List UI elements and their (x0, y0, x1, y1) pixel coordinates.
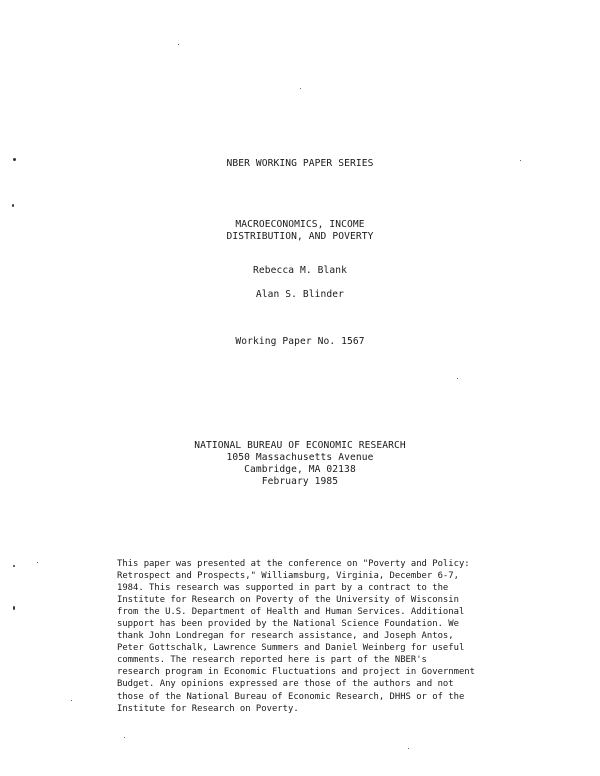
acknowledgement-line: thank John Londregan for research assistance, and Joseph Antos, (117, 631, 454, 642)
acknowledgement-line: comments. The research reported here is part of the NBER's (117, 655, 427, 666)
publication-date: February 1985 (261, 476, 339, 487)
scan-speck (300, 88, 301, 89)
acknowledgement-line: those of the National Bureau of Economic Research, DHHS or of the (117, 691, 465, 702)
author-1: Rebecca M. Blank (252, 265, 347, 276)
institution-city: Cambridge, MA 02138 (244, 464, 356, 475)
scan-speck (13, 565, 15, 567)
working-paper-number: Working Paper No. 1567 (235, 336, 365, 347)
acknowledgement-paragraph (117, 558, 517, 715)
scan-speck (71, 700, 72, 701)
scan-speck (124, 737, 125, 738)
scan-speck (178, 44, 179, 45)
scan-speck (457, 378, 458, 379)
scan-speck (13, 606, 15, 610)
scan-speck (37, 562, 38, 563)
acknowledgement-line: Peter Gottschalk, Lawrence Summers and Daniel Weinberg for useful (117, 643, 465, 654)
title-line-2: DISTRIBUTION, AND POVERTY (226, 231, 374, 242)
scan-speck (408, 748, 409, 749)
institution-street: 1050 Massachusetts Avenue (226, 452, 374, 463)
acknowledgement-line: research program in Economic Fluctuations and project in Government (117, 667, 475, 678)
acknowledgement-line: Retrospect and Prospects," Williamsburg, Virginia, December 6-7, (117, 571, 459, 582)
acknowledgement-line: Budget. Any opinions expressed are those of the authors and not (117, 679, 454, 690)
acknowledgement-line: This paper was presented at the conference on "Poverty and Policy: (117, 559, 470, 569)
scan-speck (12, 204, 14, 207)
acknowledgement-line: Institute for Research on Poverty. (117, 703, 299, 714)
acknowledgement-line: from the U.S. Department of Health and Human Services. Additional (117, 607, 465, 618)
institution-name: NATIONAL BUREAU OF ECONOMIC RESEARCH (194, 440, 406, 451)
author-2: Alan S. Blinder (255, 289, 345, 300)
acknowledgement-line: 1984. This research was supported in part by a contract to the (117, 583, 449, 594)
acknowledgement-line: Institute for Research on Poverty of the University of Wisconsin (117, 595, 459, 606)
title-line-1: MACROECONOMICS, INCOME (235, 219, 365, 230)
acknowledgement-line: support has been provided by the National Science Foundation. We (117, 619, 459, 630)
series-heading: NBER WORKING PAPER SERIES (226, 158, 374, 169)
